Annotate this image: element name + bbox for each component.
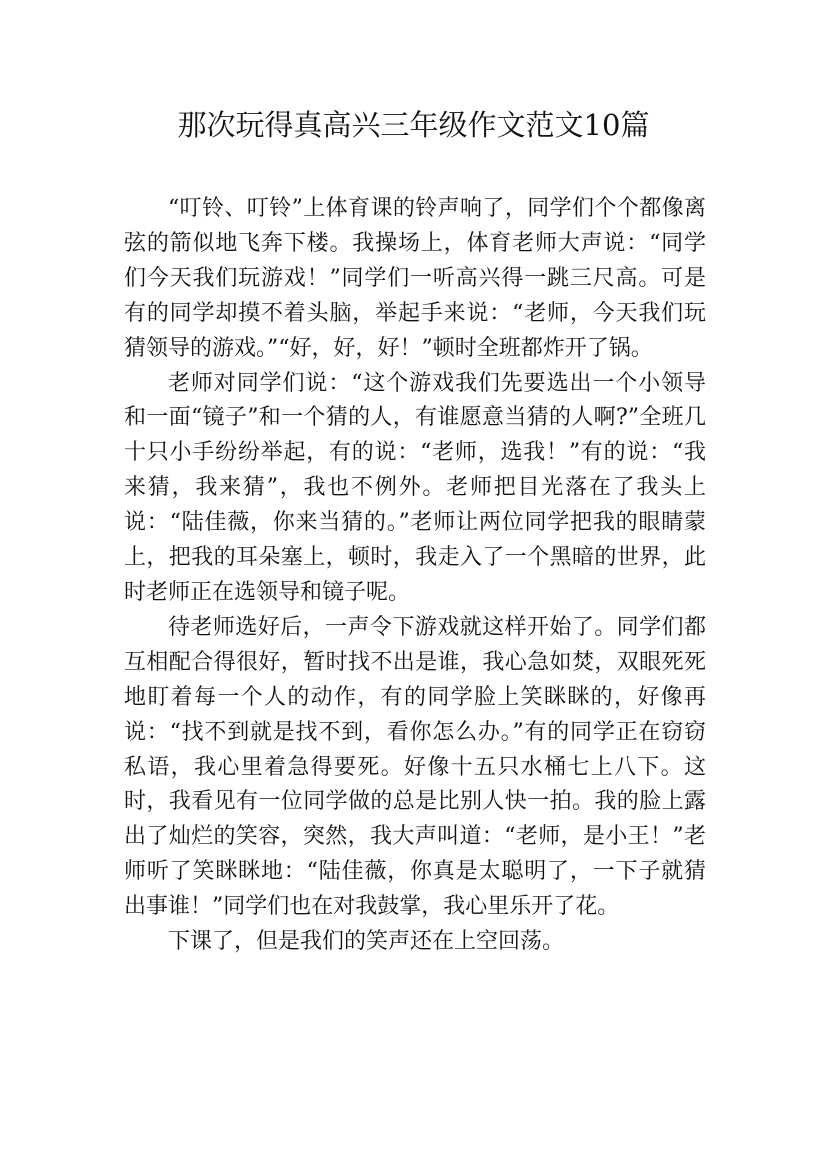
document-title: 那次玩得真高兴三年级作文范文10篇	[177, 108, 650, 142]
paragraph-2: 老师对同学们说：“这个游戏我们先要选出一个小领导和一面“镜子”和一个猜的人，有谁愿意当猜的人啊?”全班几十只小手纷纷举起，有的说：“老师，选我！”有的说：“我来猜，我来猜”，我也不例外。老师把目光落在了我头上说：“陆佳薇，你来当猜的。”老师让两位同学把我的眼睛蒙上，把我的耳朵塞上，顿时，我走入了一个黑暗的世界，此时老师正在选领导和镜子呢。	[124, 370, 706, 605]
paragraph-3: 待老师选好后，一声令下游戏就这样开始了。同学们都互相配合得很好，暂时找不出是谁，我心急如焚，双眼死死地盯着每一个人的动作，有的同学脸上笑眯眯的，好像再说：“找不到就是找不到，看你怎么办。”有的同学正在窃窃私语，我心里着急得要死。好像十五只水桶七上八下。这时，我看见有一位同学做的总是比别人快一拍。我的脸上露出了灿烂的笑容，突然，我大声叫道：“老师，是小王！”老师听了笑眯眯地：“陆佳薇，你真是太聪明了，一下子就猜出事谁！”同学们也在对我鼓掌，我心里乐开了花。	[124, 614, 706, 920]
paragraph-4: 下课了，但是我们的笑声还在上空回荡。	[168, 929, 565, 955]
paragraph-1: “叮铃、叮铃”上体育课的铃声响了，同学们个个都像离弦的箭似地飞奔下楼。我操场上，体育老师大声说：“同学们今天我们玩游戏！”同学们一听高兴得一跳三尺高。可是有的同学却摸不着头脑，举起手来说：“老师，今天我们玩猜领导的游戏。”“好，好，好！”顿时全班都炸开了锅。	[124, 196, 706, 361]
document-body	[124, 192, 706, 960]
